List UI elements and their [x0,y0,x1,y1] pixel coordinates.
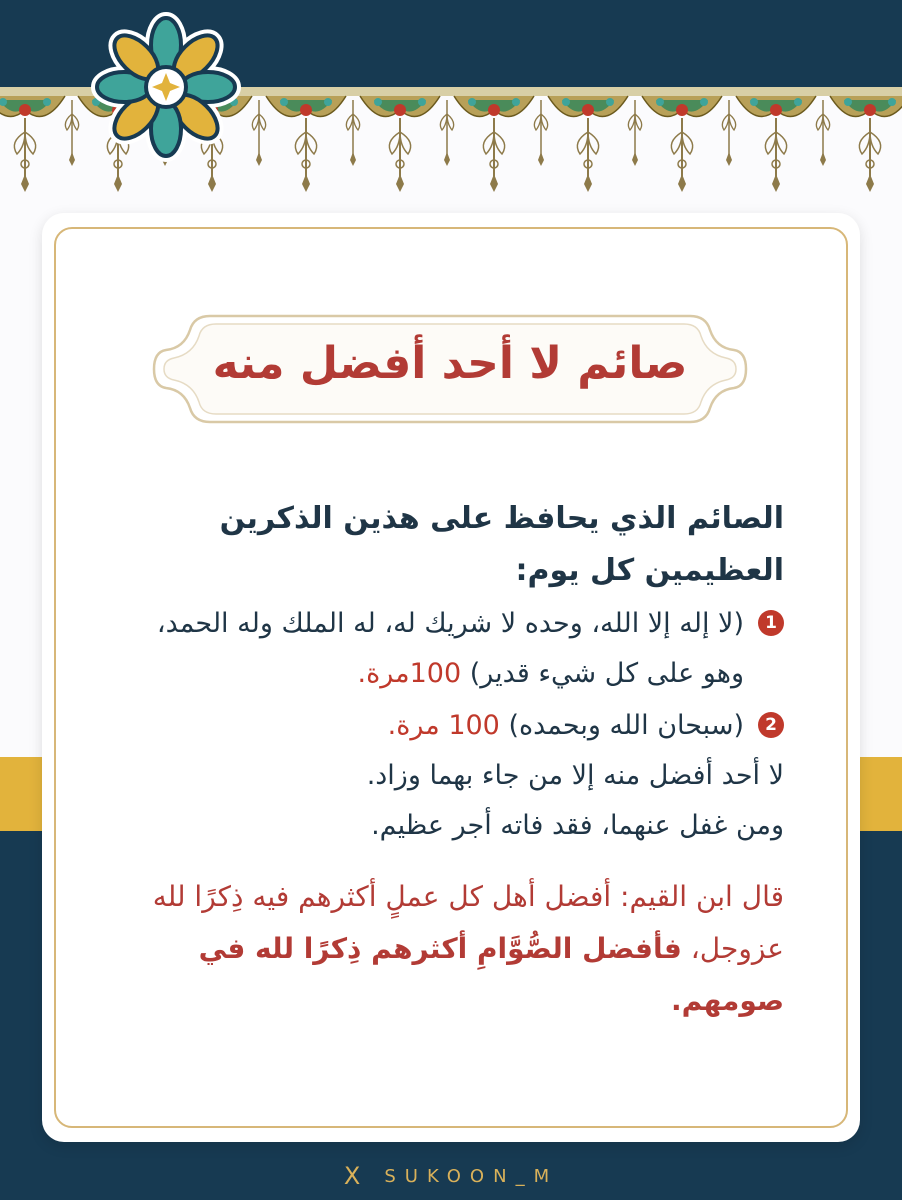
x-logo-icon: X [343,1162,361,1190]
dhikr-item-1 [120,599,784,699]
main-content [120,493,784,1027]
intro-text: الصائم الذي يحافظ على هذين الذكرين العظيمين كل يوم: [219,501,784,588]
rosette-ornament [86,12,246,162]
footer [0,1156,902,1196]
dhikr-count-1: 100مرة. [357,658,462,689]
content-card [42,213,860,1142]
quote-part-2: فأفضل الصُّوَّامِ أكثرهم ذِكرًا لله في صومهم. [198,932,784,1017]
dhikr-text-1: (لا إله إلا الله، وحده لا شريك له، له الملك وله الحمد، وهو على كل شيء قدير) [156,608,744,689]
statement-line-2: ومن غفل عنهما، فقد فاته أجر عظيم. [371,810,784,841]
ibn-qayyim-quote [120,871,784,1027]
dhikr-text-2: (سبحان الله وبحمده) [508,710,744,741]
number-badge-1: 1 [758,610,784,636]
statement-line-1: لا أحد أفضل منه إلا من جاء بهما وزاد. [366,760,784,791]
number-badge-2: 2 [758,712,784,738]
page-title: صائم لا أحد أفضل منه [212,337,688,389]
quote-part-1: قال ابن القيم: أفضل أهل كل عملٍ أكثرهم فيه ذِكرًا لله عزوجل، [152,880,784,965]
dhikr-count-2: 100 مرة. [387,710,500,741]
dhikr-item-2 [120,701,784,751]
account-handle: SUKOON_M [384,1165,559,1187]
title-frame [150,308,750,430]
